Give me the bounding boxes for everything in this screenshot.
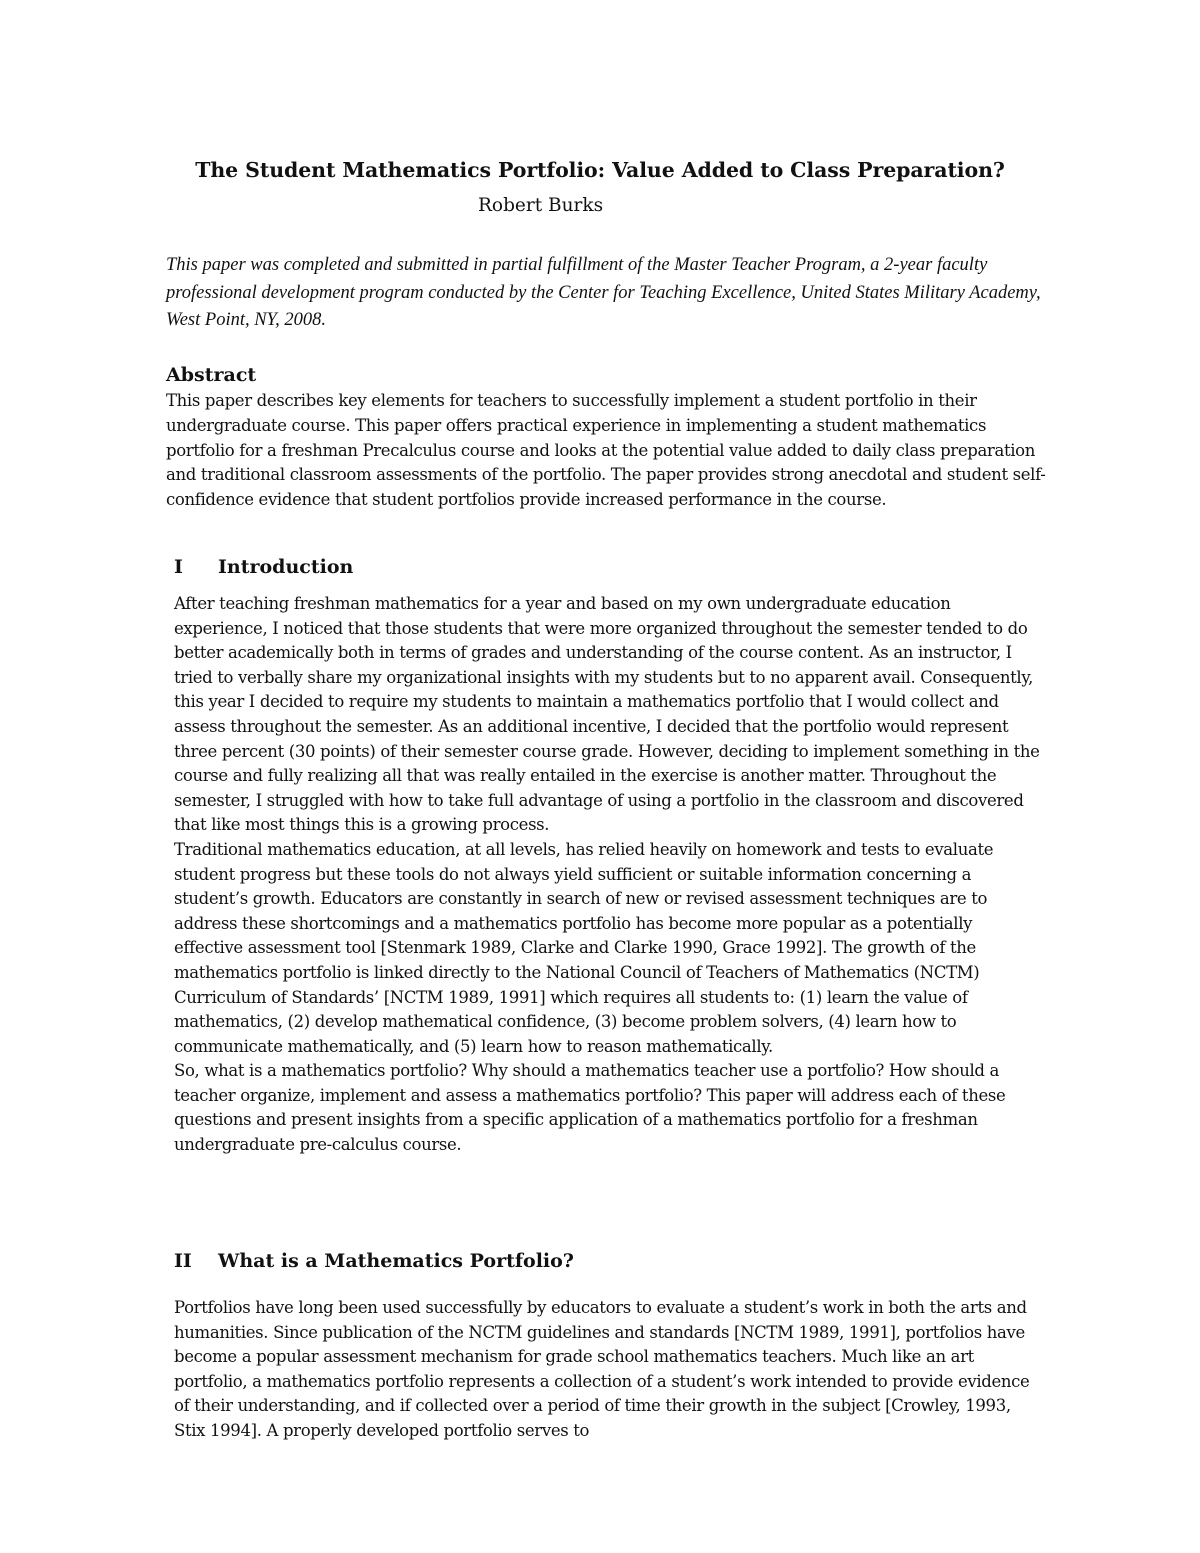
section-title: Introduction — [218, 556, 354, 578]
paragraph: Traditional mathematics education, at all levels, has relied heavily on homework and tests to evaluate student progress but these tools do not always yield sufficient or suitable information concerning a student’s growth. Educators are constantly in search of new or revised assessment techniques are to address these shortcomings and a mathematics portfolio has become more popular as a potentially effective assessment tool [Stenmark 1989, Clarke and Clarke 1990, Grace 1992]. The growth of the mathematics portfolio is linked directly to the National Council of Teachers of Mathematics (NCTM) Curriculum of Standards’ [NCTM 1989, 1991] which requires all students to: (1) learn the value of mathematics, (2) develop mathematical confidence, (3) become problem solvers, (4) learn how to communicate mathematically, and (5) learn how to reason mathematically. — [174, 839, 994, 1056]
submission-note: This paper was completed and submitted in partial fulfillment of the Master Teacher Program, a 2-year faculty professional development program conducted by the Center for Teaching Excellence, United States Military Academy, West Point, NY, 2008. — [166, 255, 1041, 330]
paragraph: Portfolios have long been used successfully by educators to evaluate a student’s work in both the arts and humanities. Since publication of the NCTM guidelines and standards [NCTM 1989, 1991], portfolios have become a popular assessment mechanism for grade school mathematics teachers. Much like an art portfolio, a mathematics portfolio represents a collection of a student’s work intended to provide evidence of their understanding, and if collected over a period of time their growth in the subject [Crowley, 1993, Stix 1994]. A properly developed portfolio serves to — [174, 1298, 1030, 1440]
section-number: II — [174, 1250, 192, 1272]
paper-author: Robert Burks — [478, 195, 604, 216]
introduction-body — [174, 592, 1044, 1158]
abstract-heading: Abstract — [166, 364, 257, 386]
section-two-body — [174, 1296, 1044, 1444]
section-title: What is a Mathematics Portfolio? — [218, 1250, 574, 1272]
abstract-text: This paper describes key elements for teachers to successfully implement a student portfolio in their undergraduate course. This paper offers practical experience in implementing a student mathematics portfolio for a freshman Precalculus course and looks at the potential value added to daily class preparation and traditional classroom assessments of the portfolio. The paper provides strong anecdotal and student self-confidence evidence that student portfolios provide increased performance in the course. — [166, 391, 1046, 510]
section-heading-introduction — [174, 556, 353, 578]
section-number: I — [174, 556, 183, 578]
paragraph: After teaching freshman mathematics for a year and based on my own undergraduate education experience, I noticed that those students that were more organized throughout the semester tended to do better academically both in terms of grades and understanding of the course content. As an instructor, I tried to verbally share my organizational insights with my students but to no apparent avail. Consequently, this year I decided to require my students to maintain a mathematics portfolio that I would collect and assess throughout the semester. As an additional incentive, I decided that the portfolio would represent three percent (30 points) of their semester course grade. However, deciding to implement something in the course and fully realizing all that was really entailed in the exercise is another matter. Throughout the semester, I struggled with how to take full advantage of using a portfolio in the classroom and discovered that like most things this is a growing process. — [174, 594, 1040, 835]
paragraph: So, what is a mathematics portfolio? Why should a mathematics teacher use a portfolio? How should a teacher organize, implement and assess a mathematics portfolio? This paper will address each of these questions and present insights from a specific application of a mathematics portfolio for a freshman undergraduate pre-calculus course. — [174, 1061, 1006, 1155]
paper-title: The Student Mathematics Portfolio: Value Added to Class Preparation? — [195, 158, 1005, 182]
section-heading-what-is-portfolio — [174, 1250, 574, 1272]
